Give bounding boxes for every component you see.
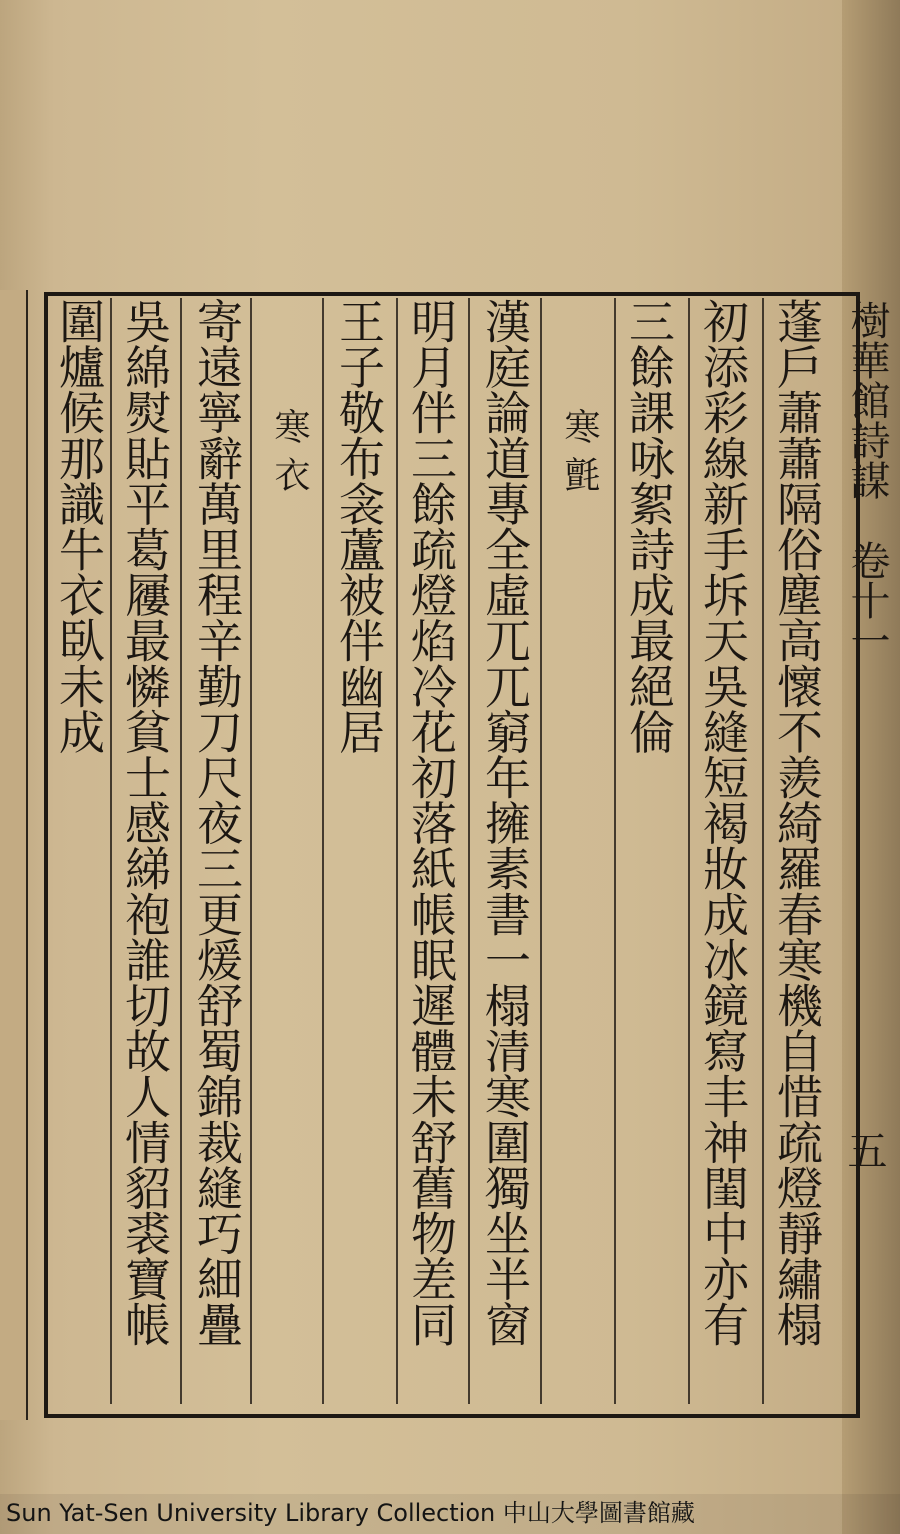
column-rule [322, 298, 324, 1404]
text-block [50, 298, 846, 1404]
poem-title-2: 寒衣 [269, 408, 310, 504]
column-rule [250, 298, 252, 1404]
text-column-6: 明月伴三餘疏燈焰冷花初落紙帳眠遲體未舒舊物差同 [404, 298, 458, 1347]
column-rule [614, 298, 616, 1404]
text-column-10: 吳綿熨貼平葛屨最憐貧士感綈袍誰切故人情貂裘寶帳 [118, 298, 172, 1347]
text-column-1: 蓬戶蕭蕭隔俗塵高懷不羨綺羅春寒機自惜疏燈靜繡榻 [770, 298, 824, 1347]
text-column-9: 寄遠寧辭萬里程辛勤刀尺夜三更煖舒蜀錦裁縫巧細疊 [190, 298, 244, 1347]
poem-title-1: 寒氈 [559, 408, 600, 504]
collection-caption: Sun Yat-Sen University Library Collection 中山大學圖書館藏 [6, 1499, 695, 1527]
text-column-3: 三餘課咏絮詩成最絕倫 [622, 298, 676, 755]
folio-number: 五 [841, 1130, 887, 1170]
page-header: 樹華館詩謀 卷十一 [844, 300, 890, 660]
column-rule [762, 298, 764, 1404]
text-column-2: 初添彩線新手坼天吳縫短褐妝成冰鏡寫丰神閨中亦有 [696, 298, 750, 1347]
previous-leaf-edge [0, 290, 28, 1420]
column-rule [540, 298, 542, 1404]
text-column-11: 圍爐候那識牛衣臥未成 [52, 298, 106, 755]
column-rule [396, 298, 398, 1404]
column-rule [468, 298, 470, 1404]
column-rule [180, 298, 182, 1404]
column-rule [110, 298, 112, 1404]
column-rule [688, 298, 690, 1404]
text-column-5: 漢庭論道專全虛兀兀窮年擁素書一榻清寒圍獨坐半窗 [478, 298, 532, 1347]
text-column-7: 王子敬布衾蘆被伴幽居 [332, 298, 386, 755]
collection-caption-bar [0, 1494, 900, 1534]
